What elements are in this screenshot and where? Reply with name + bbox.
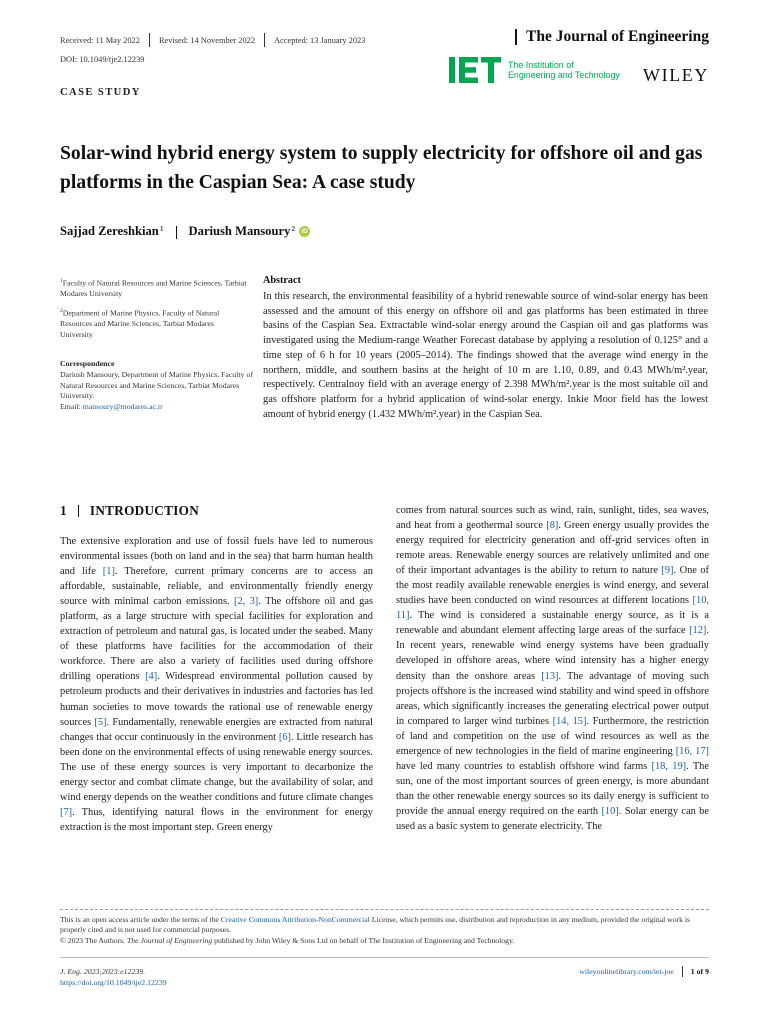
correspondence-heading: Correspondence: [60, 359, 115, 368]
reference-link[interactable]: [8]: [546, 520, 559, 532]
page-divider: [682, 966, 683, 977]
journal-title: The Journal of Engineering: [525, 28, 709, 45]
article-title: Solar-wind hybrid energy system to supply electricity for offshore oil and gas platforms in the Caspian Sea: A case study: [60, 143, 703, 193]
body-text: . Thus, identifying natural flows in the environment for energy extraction is the most important step. Green energy: [60, 806, 373, 833]
orcid-icon[interactable]: iD: [299, 226, 310, 237]
reference-link[interactable]: [12]: [689, 625, 707, 637]
date-divider: [149, 33, 150, 47]
affiliation-marker: 2: [60, 308, 63, 314]
author-aff-marker[interactable]: 1: [159, 224, 164, 233]
body-text: . Solar energy can be used as a basic system to generate electricity. The: [396, 805, 709, 832]
footer-divider: [60, 909, 709, 910]
body-column-left: [60, 534, 373, 835]
section-heading: [60, 503, 199, 519]
affiliation-marker: 1: [60, 278, 63, 284]
iet-line1: The Institution of: [508, 60, 574, 70]
author-name[interactable]: Sajjad Zereshkian: [60, 224, 159, 238]
body-text: comes from natural sources such as wind, rain, sunlight, tides, sea waves, and heat from a geothermal source: [396, 505, 709, 532]
body-text: . The offshore oil and gas platform, as a large structure with special facilities for exploration and extraction of petroleum and natural gas, is located under the seabed. Many of these platforms have facilities for the accommodation of their workforce. There are also a variety of facilities used during offshore drilling operations: [60, 596, 373, 683]
abstract-text: In this research, the environmental feasibility of a hybrid renewable source of wind-solar energy has been assessed and the amount of this energy on offshore oil and gas platforms has been estimated in three basins of the Caspian Sea. Extractable wind-solar energy around the Caspian oil and gas platforms was investigated using the Medium-range Weather Forecast database by applying a resolution of 0.125° and a time step of 6 h for 10 years (2005–2014). The findings showed that the average wind energy in the northern, middle, and southern basins at the height of 10 m are 1.10, 0.89, and 0.43 MWh/m².year, respectively. Centralnoy field with an average energy of 2.398 MWh/m².year is the most suitable oil and gas offshore platform for a hybrid application of wind-solar energy. Inkie Moor field has the lowest amount of hybrid energy (1.432 MWh/m².year) in the Caspian Sea.: [263, 291, 708, 420]
doi-link[interactable]: https://doi.org/10.1049/tje2.12239: [60, 978, 167, 987]
footer-rule: [60, 957, 709, 958]
iet-line2: Engineering and Technology: [508, 70, 620, 80]
article-doi: DOI: 10.1049/tje2.12239: [60, 55, 145, 64]
email-label: Email:: [60, 401, 83, 411]
body-text: . Fundamentally, renewable energies are extracted from natural changes that occur continuously in the environment: [60, 716, 373, 743]
page-number: 1 of 9: [690, 967, 709, 976]
author-divider: [176, 226, 177, 239]
body-text: . Green energy usually provides the energy required for electricity generation and off-grid services often in remote areas. Renewable energy sources are relatively unlimited and one of their important advantages is the ability to return to nature: [396, 520, 709, 577]
iet-logo[interactable]: [449, 57, 620, 83]
license-link[interactable]: Creative Commons Attribution-NonCommercial: [220, 915, 370, 924]
article-dates: [60, 33, 365, 47]
reference-link[interactable]: [2, 3]: [233, 596, 259, 608]
body-text: . One of the most readily available renewable energies is wind energy, and several studies have been conducted on wind resources at different locations: [396, 565, 709, 607]
section-divider: [78, 505, 79, 517]
author-aff-marker[interactable]: 2: [291, 224, 296, 233]
body-text: . The sun, one of the most important sources of green energy, is more abundant than the other renewable energy sources so its daily energy is sufficient to provide the annual energy required on the earth: [396, 760, 709, 817]
reference-link[interactable]: [1]: [102, 566, 115, 578]
journal-site-link[interactable]: wileyonlinelibrary.com/iet-joe: [579, 967, 674, 976]
body-text: . Furthermore, the restriction of land and competition on the use of wind resources as well as the emergence of new technologies in the field of marine engineering: [396, 715, 709, 757]
body-column-right: [396, 503, 709, 834]
copyright-text: © 2023 The Authors.: [60, 935, 127, 945]
citation-text: J. Eng. 2023;2023:e12239.: [60, 967, 146, 976]
citation-info: [60, 966, 167, 988]
section-title: INTRODUCTION: [89, 503, 200, 518]
journal-name[interactable]: [515, 28, 709, 46]
body-text: The extensive exploration and use of fossil fuels have led to numerous environmental issues (both on land and in the sea) that harm human health and life: [60, 536, 373, 578]
license-text: License, which permits use, distribution and reproduction in any medium, provided the original work is properly cited and is not used for commercial purposes.: [60, 915, 691, 935]
received-date: Received: 11 May 2022: [60, 35, 140, 45]
body-text: . Little research has been done on the environmental effects of using renewable energy sources. The use of these energy sources is very important to decarbonize the energy sector and combat climate change, but the availability of solar, and wind energy depends on the weather conditions and future climate changes: [60, 731, 374, 803]
iet-logo-icon: [449, 57, 501, 83]
article-type: CASE STUDY: [60, 87, 141, 98]
body-text: . Widespread environmental pollution caused by petroleum products and their derivatives in industries and factories has led human societies to move towards the rational use of renewable energy sources: [60, 671, 373, 728]
affiliation-text: Department of Marine Physics, Faculty of Natural Resources and Marine Sciences, Tarbiat Modares University: [60, 308, 220, 339]
license-notice: [60, 915, 709, 946]
affiliation: [60, 276, 248, 300]
date-divider: [264, 33, 265, 47]
revised-date: Revised: 14 November 2022: [158, 35, 256, 45]
journal-divider: [515, 29, 517, 45]
iet-text: [508, 60, 620, 80]
reference-link[interactable]: [10, 11]: [396, 595, 709, 622]
page-info: [579, 966, 709, 977]
reference-link[interactable]: [5]: [94, 716, 107, 728]
correspondence-address: Dariush Mansoury, Department of Marine Physics, Faculty of Natural Resources and Marine Sciences, Tarbiat Modares University.: [60, 370, 253, 401]
reference-link[interactable]: [10]: [601, 805, 619, 817]
section-number: 1: [60, 503, 67, 518]
author-list: [60, 224, 310, 239]
email-link[interactable]: mansoury@modares.ac.ir: [82, 401, 163, 411]
body-text: have led many countries to establish offshore wind farms: [396, 760, 652, 772]
body-text: . The wind is considered a sustainable energy source, as it is a renewable and abundant element affecting large areas of the surface: [396, 610, 709, 637]
license-text: This is an open access article under the terms of the: [60, 915, 221, 924]
reference-link[interactable]: [4]: [145, 671, 158, 683]
reference-link[interactable]: [18, 19]: [651, 760, 687, 772]
affiliation: [60, 306, 248, 340]
reference-link[interactable]: [6]: [278, 731, 291, 743]
body-text: . Therefore, current primary concerns are to access an affordable, sustainable, reliable, and environmentally friendly energy source with minimal carbon emissions.: [60, 566, 373, 608]
copyright-journal: The Journal of Engineering: [126, 935, 213, 945]
reference-link[interactable]: [16, 17]: [675, 745, 709, 757]
reference-link[interactable]: [9]: [661, 565, 674, 577]
reference-link[interactable]: [13]: [541, 670, 559, 682]
reference-link[interactable]: [14, 15]: [552, 715, 587, 727]
correspondence-text: [60, 370, 256, 412]
author-name[interactable]: Dariush Mansoury: [188, 224, 291, 238]
body-text: . The advantage of moving such projects offshore is the increased wind stability and wind speed in offshore areas, which significantly increases the generating electrical power output in compared to larger wind turbines: [396, 670, 710, 727]
publisher-logo[interactable]: WILEY: [643, 65, 709, 85]
reference-link[interactable]: [7]: [60, 806, 73, 818]
abstract-heading: Abstract: [263, 275, 301, 286]
affiliation-text: Faculty of Natural Resources and Marine Sciences, Tarbiat Modares University: [60, 278, 247, 299]
copyright-text: published by John Wiley & Sons Ltd on behalf of The Institution of Engineering and Technology.: [212, 935, 515, 945]
body-text: . In recent years, renewable wind energy systems have been gradually developed in offshore areas, where wind intensity has a higher energy density than the onshore areas: [396, 625, 709, 682]
accepted-date: Accepted: 13 January 2023: [274, 35, 366, 45]
